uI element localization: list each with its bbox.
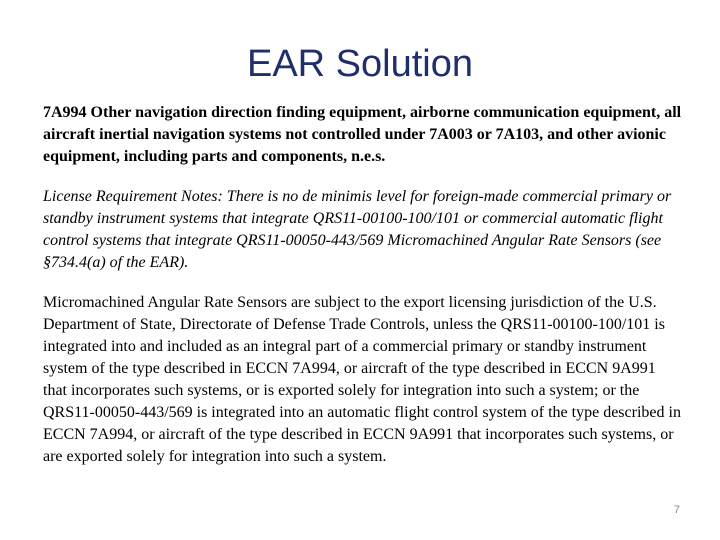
- license-note-paragraph: License Requirement Notes: There is no de minimis level for foreign-made commercial primary or standby instrument systems that integrate QRS11-00100-100/101 or commercial automatic flight control systems that integrate QRS11-00050-443/569 Micromachined Angular Rate Sensors (see §734.4(a) of the EAR).: [43, 188, 672, 271]
- eccn-heading-paragraph: 7A994 Other navigation direction finding equipment, airborne communication equipment, all aircraft inertial navigation systems not controlled under 7A003 or 7A103, and other avionic equipment, including parts and components, n.e.s.: [43, 104, 682, 165]
- jurisdiction-paragraph: Micromachined Angular Rate Sensors are subject to the export licensing jurisdiction of the U.S. Department of State, Directorate of Defense Trade Controls, unless the QRS11-00100-100/101 is integrated into and included as an integral part of a commercial primary or standby instrument system of the type described in ECCN 7A994, or aircraft of the type described in ECCN 9A991 that incorporates such systems, or is exported solely for integration into such a system; or the QRS11-00050-443/569 is integrated into an automatic flight control system of the type described in ECCN 7A994, or aircraft of the type described in ECCN 9A991 that incorporates such systems, or are exported solely for integration into such a system.: [43, 294, 681, 465]
- slide-body: [43, 102, 683, 486]
- slide-title: EAR Solution: [246, 43, 473, 85]
- page-number: 7: [673, 504, 680, 516]
